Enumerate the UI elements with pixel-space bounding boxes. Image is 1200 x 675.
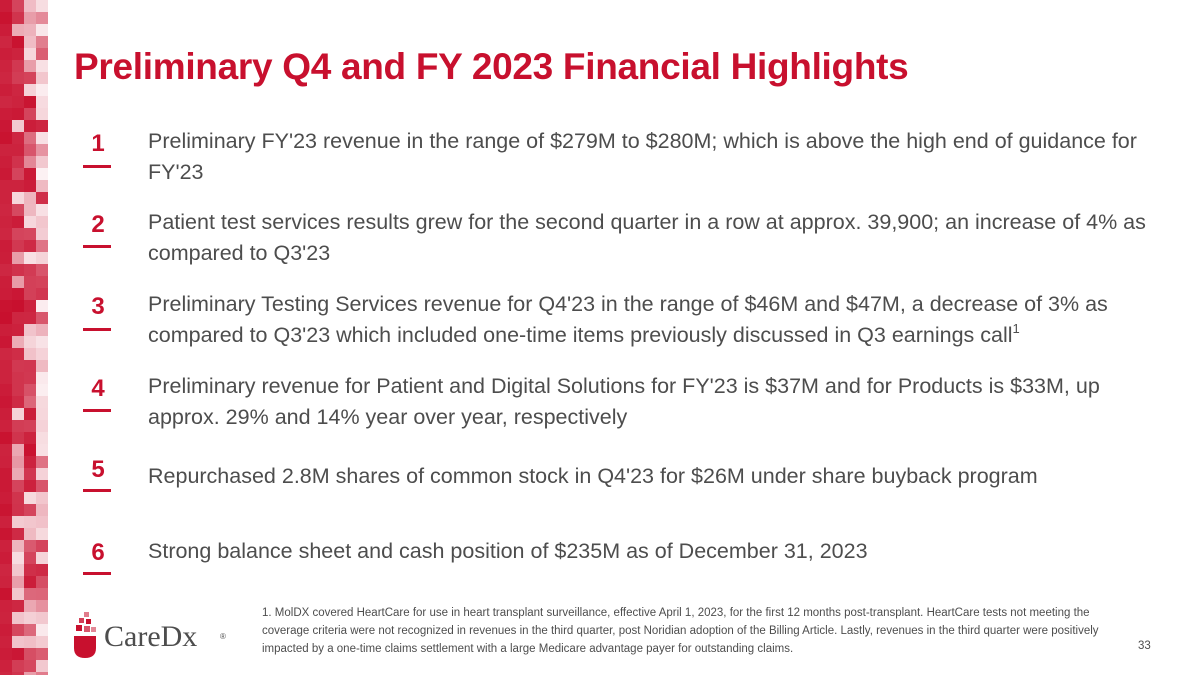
highlight-dash: [83, 572, 111, 575]
highlight-text: Preliminary revenue for Patient and Digital Solutions for FY'23 is $37M and for Products is $33M, up approx. 29% and 14% year over year, respectively: [148, 374, 1100, 429]
highlight-text-3: [148, 289, 1148, 351]
highlight-text: Preliminary FY'23 revenue in the range of $279M to $280M; which is above the high end of guidance for FY'23: [148, 129, 1137, 184]
highlight-number: 3: [91, 293, 105, 320]
highlight-text: Preliminary Testing Services revenue for Q4'23 in the range of $46M and $47M, a decrease of 3% as compared to Q3'23 which included one-time items previously discussed in Q3 earnings call: [148, 292, 1108, 347]
logo-mark-icon: [72, 612, 100, 662]
highlight-number: 5: [91, 456, 105, 483]
highlight-dash: [83, 489, 111, 492]
highlight-dash: [83, 245, 111, 248]
logo-wordmark: CareDx: [104, 620, 198, 653]
footnote-ref: 1: [1012, 321, 1020, 336]
highlight-dash: [83, 409, 111, 412]
highlight-text: Repurchased 2.8M shares of common stock in Q4'23 for $26M under share buyback program: [148, 464, 1038, 488]
caredx-logo: [72, 612, 232, 662]
slide-title: Preliminary Q4 and FY 2023 Financial Highlights: [74, 46, 909, 87]
highlight-dash: [83, 328, 111, 331]
highlight-text: Strong balance sheet and cash position of $235M as of December 31, 2023: [148, 539, 868, 563]
registered-mark: ®: [220, 632, 226, 641]
page-number: 33: [1138, 640, 1151, 652]
highlight-number: 2: [91, 211, 105, 238]
highlight-dash: [83, 165, 111, 168]
highlight-text: Patient test services results grew for the second quarter in a row at approx. 39,900; an increase of 4% as compared to Q3'23: [148, 210, 1146, 265]
decorative-mosaic: [0, 0, 48, 675]
highlight-number: 1: [91, 130, 105, 157]
highlight-number: 6: [91, 539, 105, 566]
highlight-number: 4: [91, 375, 105, 402]
footnote: 1. MolDX covered HeartCare for use in heart transplant surveillance, effective April 1, 2023, for the first 12 months post-transplant. HeartCare tests not meeting the coverage criteria were not recognized in revenues in the third quarter, post Noridian adoption of the Billing Article. Lastly, revenues in the third quarter were positively impacted by a one-time claims settlement with a large Medicare advantage payer for outstanding claims.: [262, 607, 1099, 655]
